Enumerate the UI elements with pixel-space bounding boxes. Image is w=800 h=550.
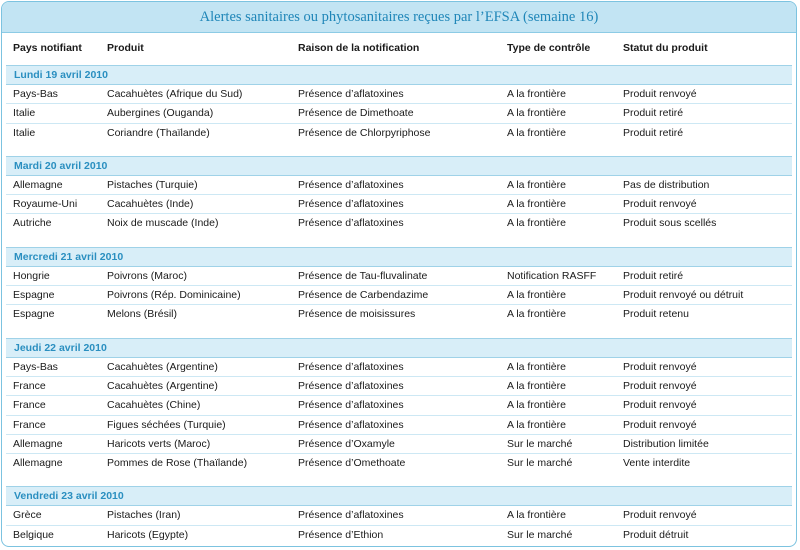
cell-status: Produit retenu bbox=[623, 308, 689, 321]
cell-control-type: A la frontière bbox=[507, 178, 566, 191]
cell-control-type: Sur le marché bbox=[507, 437, 573, 450]
cell-product: Figues séchées (Turquie) bbox=[107, 418, 226, 431]
cell-status: Distribution limitée bbox=[623, 437, 709, 450]
cell-product: Pommes de Rose (Thaïlande) bbox=[107, 457, 248, 470]
header-control-type: Type de contrôle bbox=[507, 42, 591, 54]
alerts-table-panel bbox=[1, 1, 797, 547]
date-group bbox=[2, 338, 796, 473]
cell-product: Pistaches (Iran) bbox=[107, 509, 181, 522]
table-body bbox=[2, 65, 796, 544]
cell-reason: Présence d’aflatoxines bbox=[298, 178, 404, 191]
date-group-heading: Mercredi 21 avril 2010 bbox=[6, 247, 792, 267]
cell-product: Cacahuètes (Inde) bbox=[107, 198, 194, 211]
cell-product: Melons (Brésil) bbox=[107, 308, 178, 321]
cell-country: Hongrie bbox=[13, 269, 50, 282]
cell-product: Haricots (Egypte) bbox=[107, 528, 189, 541]
cell-reason: Présence d’Omethoate bbox=[298, 457, 406, 470]
cell-control-type: A la frontière bbox=[507, 88, 566, 100]
table-row bbox=[6, 396, 792, 415]
cell-reason: Présence d’aflatoxines bbox=[298, 509, 404, 522]
cell-product: Poivrons (Maroc) bbox=[107, 269, 187, 282]
cell-country: France bbox=[13, 418, 46, 431]
cell-status: Produit détruit bbox=[623, 528, 689, 541]
cell-product: Haricots verts (Maroc) bbox=[107, 437, 211, 450]
date-group-heading: Mardi 20 avril 2010 bbox=[6, 156, 792, 176]
date-group-heading: Lundi 19 avril 2010 bbox=[6, 65, 792, 85]
cell-country: France bbox=[13, 379, 46, 392]
table-row bbox=[6, 104, 792, 123]
cell-country: Royaume-Uni bbox=[13, 198, 78, 211]
cell-control-type: A la frontière bbox=[507, 308, 566, 321]
cell-country: Grèce bbox=[13, 509, 42, 522]
cell-status: Produit renvoyé bbox=[623, 509, 697, 522]
cell-product: Poivrons (Rép. Dominicaine) bbox=[107, 289, 241, 302]
cell-status: Produit retiré bbox=[623, 107, 684, 120]
cell-product: Aubergines (Ouganda) bbox=[107, 107, 214, 120]
cell-reason: Présence de Tau-fluvalinate bbox=[298, 269, 428, 282]
date-group bbox=[2, 486, 796, 544]
header-product: Produit bbox=[107, 42, 144, 54]
cell-reason: Présence de Carbendazime bbox=[298, 289, 429, 302]
cell-product: Cacahuètes (Chine) bbox=[107, 399, 201, 412]
cell-status: Produit renvoyé ou détruit bbox=[623, 289, 744, 302]
cell-status: Produit retiré bbox=[623, 269, 684, 282]
table-row bbox=[6, 435, 792, 454]
cell-country: Allemagne bbox=[13, 437, 63, 450]
table-row bbox=[6, 305, 792, 323]
group-spacer bbox=[2, 233, 796, 247]
cell-reason: Présence d’aflatoxines bbox=[298, 360, 404, 373]
cell-status: Produit renvoyé bbox=[623, 418, 697, 431]
cell-country: France bbox=[13, 399, 46, 412]
cell-status: Pas de distribution bbox=[623, 178, 710, 191]
cell-control-type: Sur le marché bbox=[507, 528, 573, 541]
header-reason: Raison de la notification bbox=[298, 42, 420, 54]
cell-status: Produit renvoyé bbox=[623, 379, 697, 392]
cell-status: Produit renvoyé bbox=[623, 198, 697, 211]
cell-country: Espagne bbox=[13, 308, 55, 321]
cell-reason: Présence d’Oxamyle bbox=[298, 437, 395, 450]
cell-country: Autriche bbox=[13, 217, 52, 230]
cell-product: Cacahuètes (Afrique du Sud) bbox=[107, 88, 243, 100]
cell-control-type: A la frontière bbox=[507, 198, 566, 211]
cell-product: Cacahuètes (Argentine) bbox=[107, 360, 218, 373]
cell-product: Coriandre (Thaïlande) bbox=[107, 126, 210, 139]
cell-reason: Présence d’aflatoxines bbox=[298, 88, 404, 100]
header-product-status: Statut du produit bbox=[623, 42, 708, 54]
cell-country: Pays-Bas bbox=[13, 88, 58, 100]
cell-reason: Présence d’aflatoxines bbox=[298, 217, 404, 230]
table-row bbox=[6, 124, 792, 142]
table-row bbox=[6, 526, 792, 544]
cell-status: Vente interdite bbox=[623, 457, 691, 470]
cell-control-type: Notification RASFF bbox=[507, 269, 597, 282]
table-row bbox=[6, 377, 792, 396]
cell-reason: Présence d’Ethion bbox=[298, 528, 384, 541]
table-row bbox=[6, 358, 792, 377]
cell-country: Espagne bbox=[13, 289, 55, 302]
cell-country: Allemagne bbox=[13, 178, 63, 191]
cell-status: Produit sous scellés bbox=[623, 217, 717, 230]
table-title: Alertes sanitaires ou phytosanitaires reçues par l’EFSA (semaine 16) bbox=[2, 2, 796, 33]
table-row bbox=[6, 85, 792, 104]
cell-country: Allemagne bbox=[13, 457, 63, 470]
cell-status: Produit renvoyé bbox=[623, 88, 697, 100]
table-header bbox=[2, 33, 796, 65]
group-spacer bbox=[2, 142, 796, 156]
date-group-heading: Vendredi 23 avril 2010 bbox=[6, 486, 792, 506]
cell-control-type: A la frontière bbox=[507, 126, 566, 139]
cell-control-type: A la frontière bbox=[507, 509, 566, 522]
cell-product: Noix de muscade (Inde) bbox=[107, 217, 219, 230]
cell-country: Pays-Bas bbox=[13, 360, 58, 373]
table-row bbox=[6, 454, 792, 472]
header-country: Pays notifiant bbox=[13, 42, 82, 54]
date-group bbox=[2, 156, 796, 233]
cell-control-type: A la frontière bbox=[507, 399, 566, 412]
cell-product: Cacahuètes (Argentine) bbox=[107, 379, 218, 392]
cell-country: Belgique bbox=[13, 528, 54, 541]
cell-control-type: A la frontière bbox=[507, 217, 566, 230]
cell-country: Italie bbox=[13, 126, 36, 139]
table-row bbox=[6, 416, 792, 435]
date-group bbox=[2, 65, 796, 142]
cell-control-type: A la frontière bbox=[507, 360, 566, 373]
cell-status: Produit retiré bbox=[623, 126, 684, 139]
table-row bbox=[6, 176, 792, 195]
cell-control-type: A la frontière bbox=[507, 379, 566, 392]
cell-status: Produit renvoyé bbox=[623, 360, 697, 373]
date-group bbox=[2, 247, 796, 324]
table-row bbox=[6, 286, 792, 305]
cell-control-type: A la frontière bbox=[507, 289, 566, 302]
cell-country: Italie bbox=[13, 107, 36, 120]
cell-control-type: A la frontière bbox=[507, 107, 566, 120]
table-row bbox=[6, 195, 792, 214]
cell-product: Pistaches (Turquie) bbox=[107, 178, 198, 191]
cell-control-type: A la frontière bbox=[507, 418, 566, 431]
cell-status: Produit renvoyé bbox=[623, 399, 697, 412]
cell-reason: Présence d’aflatoxines bbox=[298, 399, 404, 412]
table-row bbox=[6, 506, 792, 525]
cell-reason: Présence de Chlorpyriphose bbox=[298, 126, 431, 139]
cell-control-type: Sur le marché bbox=[507, 457, 573, 470]
cell-reason: Présence d’aflatoxines bbox=[298, 379, 404, 392]
cell-reason: Présence de Dimethoate bbox=[298, 107, 414, 120]
table-row bbox=[6, 267, 792, 286]
cell-reason: Présence de moisissures bbox=[298, 308, 416, 321]
date-group-heading: Jeudi 22 avril 2010 bbox=[6, 338, 792, 358]
table-row bbox=[6, 214, 792, 232]
cell-reason: Présence d’aflatoxines bbox=[298, 198, 404, 211]
group-spacer bbox=[2, 472, 796, 486]
cell-reason: Présence d’aflatoxines bbox=[298, 418, 404, 431]
group-spacer bbox=[2, 324, 796, 338]
